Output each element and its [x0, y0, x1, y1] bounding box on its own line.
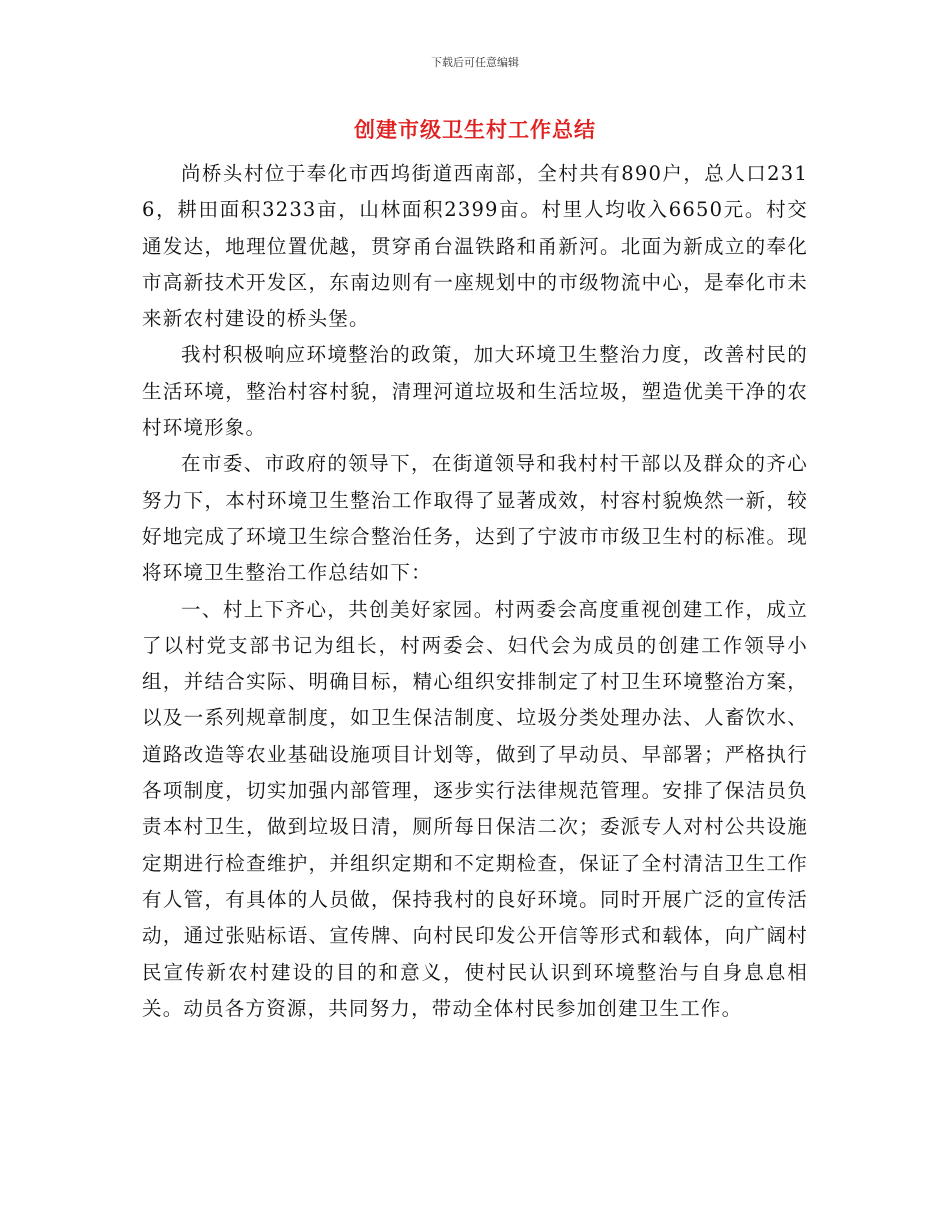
document-title: 创建市级卫生村工作总结: [354, 118, 596, 142]
document-body: [142, 156, 808, 1027]
paragraph-policy: 我村积极响应环境整治的政策，加大环境卫生整治力度，改善村民的生活环境，整治村容村貌，清理河道垃圾和生活垃圾，塑造优美干净的农村环境形象。: [142, 343, 808, 440]
paragraph-intro: 尚桥头村位于奉化市西坞街道西南部，全村共有890户，总人口2316，耕田面积3233亩，山林面积2399亩。村里人均收入6650元。村交通发达，地理位置优越，贯穿甬台温铁路和甬新河。北面为新成立的奉化市高新技术开发区，东南边则有一座规划中的市级物流中心，是奉化市未来新农村建设的桥头堡。: [142, 162, 808, 331]
paragraph-achievement: 在市委、市政府的领导下，在街道领导和我村村干部以及群众的齐心努力下，本村环境卫生整治工作取得了显著成效，村容村貌焕然一新，较好地完成了环境卫生综合整治任务，达到了宁波市市级卫生村的标准。现将环境卫生整治工作总结如下：: [142, 452, 808, 585]
header-note: 下载后可任意编辑: [431, 56, 519, 69]
paragraph-section-one: 一、村上下齐心，共创美好家园。村两委会高度重视创建工作，成立了以村党支部书记为组长，村两委会、妇代会为成员的创建工作领导小组，并结合实际、明确目标，精心组织安排制定了村卫生环境整治方案，以及一系列规章制度，如卫生保洁制度、垃圾分类处理办法、人畜饮水、道路改造等农业基础设施项目计划等，做到了早动员、早部署；严格执行各项制度，切实加强内部管理，逐步实行法律规范管理。安排了保洁员负责本村卫生，做到垃圾日清，厕所每日保洁二次；委派专人对村公共设施定期进行检查维护，并组织定期和不定期检查，保证了全村清洁卫生工作有人管，有具体的人员做，保持我村的良好环境。同时开展广泛的宣传活动，通过张贴标语、宣传牌、向村民印发公开信等形式和载体，向广阔村民宣传新农村建设的目的和意义，使村民认识到环境整治与自身息息相关。动员各方资源，共同努力，带动全体村民参加创建卫生工作。: [142, 597, 808, 1020]
